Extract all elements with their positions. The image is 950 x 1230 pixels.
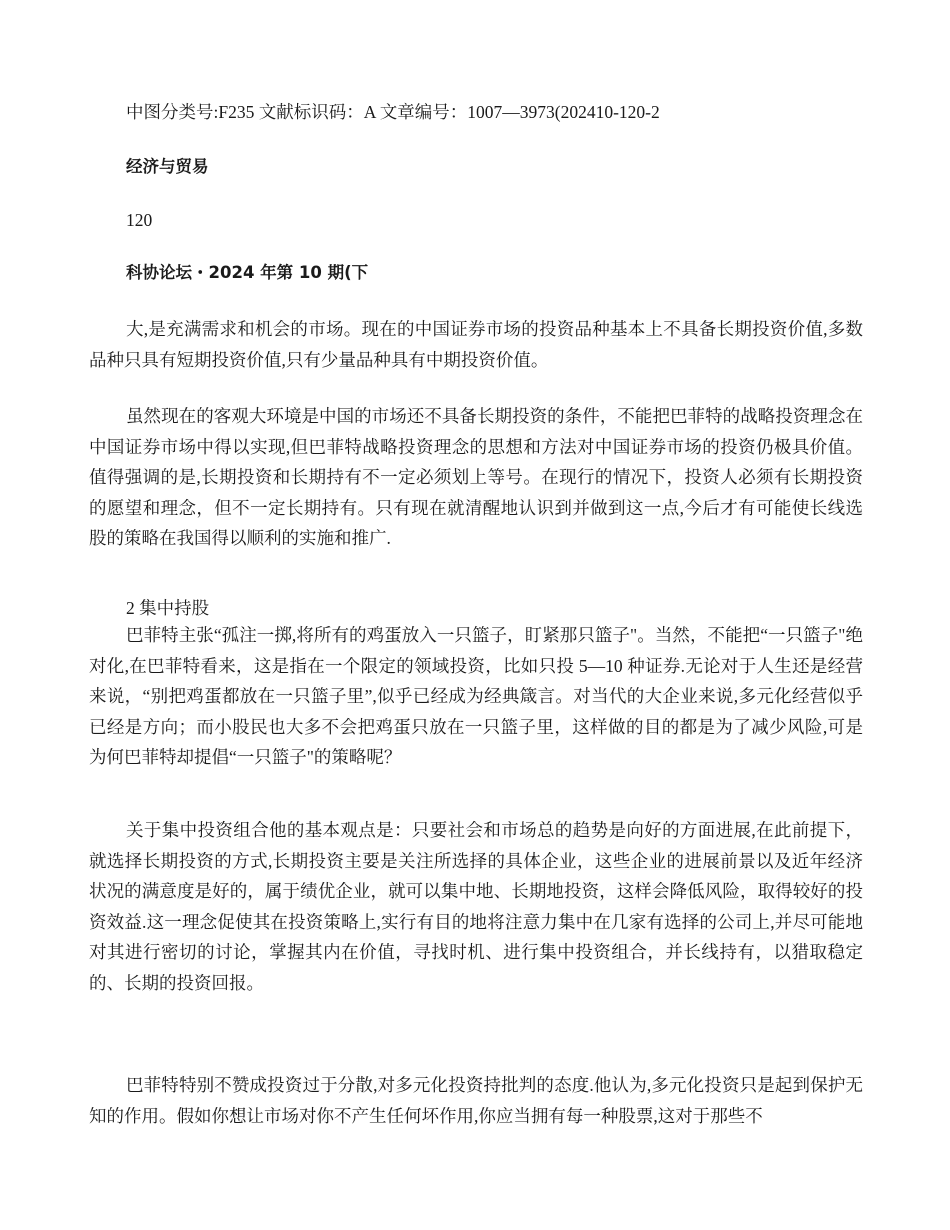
section-heading: 2 集中持股 bbox=[126, 598, 210, 618]
paragraph-2: 虽然现在的客观大环境是中国的市场还不具备长期投资的条件，不能把巴菲特的战略投资理念在中国证券市场中得以实现,但巴菲特战略投资理念的思想和方法对中国证券市场的投资仍极具价值。值得强调的是,长期投资和长期持有不一定必须划上等号。在现行的情况下，投资人必须有长期投资的愿望和理念，但不一定长期持有。只有现在就清醒地认识到并做到这一点,今后才有可能使长线选股的策略在我国得以顺利的实施和推广. bbox=[89, 406, 863, 548]
section-title: 经济与贸易 bbox=[126, 157, 209, 176]
paragraph-5: 巴菲特特别不赞成投资过于分散,对多元化投资持批判的态度.他认为,多元化投资只是起到保护无知的作用。假如你想让市场对你不产生任何坏作用,你应当拥有每一种股票,这对于那些不 bbox=[89, 1075, 863, 1126]
journal-issue: 科协论坛・2024 年第 10 期(下 bbox=[126, 263, 369, 282]
classification-line: 中图分类号:F235 文献标识码：A 文章编号：1007—3973(202410-120-2 bbox=[126, 102, 660, 122]
page-number: 120 bbox=[126, 210, 153, 230]
paragraph-3: 巴菲特主张“孤注一掷,将所有的鸡蛋放入一只篮子，盯紧那只篮子"。当然，不能把“一只篮子"绝对化,在巴菲特看来，这是指在一个限定的领域投资，比如只投 5—10 种证券.无论对于人生还是经营来说，“别把鸡蛋都放在一只篮子里”,似乎已经成为经典箴言。对当代的大企业来说,多元化经营似乎已经是方向；而小股民也大多不会把鸡蛋只放在一只篮子里，这样做的目的都是为了减少风险,可是为何巴菲特却提倡“一只篮子"的策略呢？ bbox=[89, 625, 863, 767]
paragraph-1: 大,是充满需求和机会的市场。现在的中国证券市场的投资品种基本上不具备长期投资价值,多数品种只具有短期投资价值,只有少量品种具有中期投资价值。 bbox=[89, 319, 863, 370]
paragraph-4: 关于集中投资组合他的基本观点是：只要社会和市场总的趋势是向好的方面进展,在此前提下，就选择长期投资的方式,长期投资主要是关注所选择的具体企业，这些企业的进展前景以及近年经济状况的满意度是好的，属于绩优企业，就可以集中地、长期地投资，这样会降低风险，取得较好的投资效益.这一理念促使其在投资策略上,实行有目的地将注意力集中在几家有选择的公司上,并尽可能地对其进行密切的讨论，掌握其内在价值，寻找时机、进行集中投资组合，并长线持有，以猎取稳定的、长期的投资回报。 bbox=[89, 820, 863, 993]
